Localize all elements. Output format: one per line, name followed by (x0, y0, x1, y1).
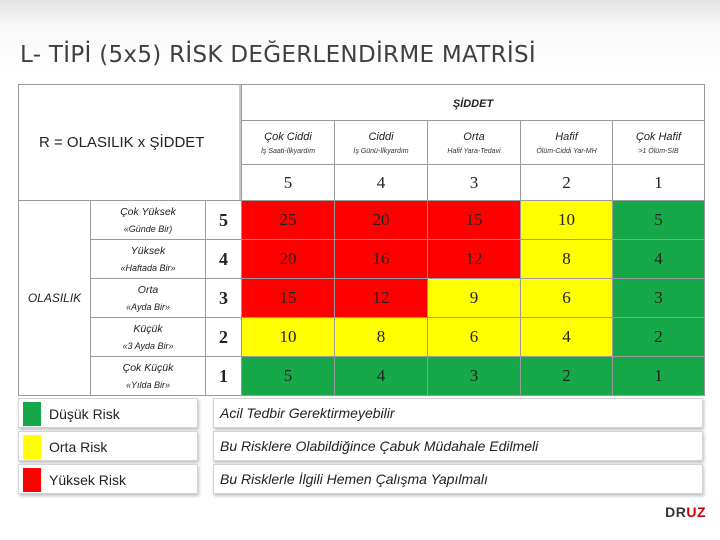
risk-cell (242, 201, 335, 240)
risk-value: 8 (376, 327, 386, 346)
severity-name: Çok Hafif (635, 130, 682, 143)
risk-value: 4 (654, 249, 663, 268)
risk-value: 10 (558, 210, 575, 229)
risk-cell (521, 318, 613, 357)
risk-cell (428, 357, 521, 396)
risk-value: 5 (654, 210, 663, 229)
risk-cell (521, 240, 613, 279)
probability-name: Yüksek (130, 245, 166, 257)
severity-name: Hafif (555, 130, 578, 143)
severity-column-header (613, 121, 705, 165)
risk-cell (335, 240, 428, 279)
severity-desc: Hafif Yara-Tedavi (447, 147, 501, 155)
severity-value: 1 (654, 172, 663, 192)
matrix-row (19, 279, 705, 318)
risk-value: 6 (469, 327, 479, 346)
probability-label-cell (91, 279, 206, 318)
risk-value: 1 (654, 366, 663, 385)
risk-value: 3 (469, 366, 479, 385)
severity-value: 5 (283, 172, 293, 192)
risk-cell (613, 279, 705, 318)
probability-desc: «3 Ayda Bir» (122, 341, 174, 351)
severity-column-header (335, 121, 428, 165)
risk-cell (335, 318, 428, 357)
severity-name: Ciddi (368, 130, 394, 143)
severity-header-cell (242, 85, 705, 121)
risk-matrix (18, 84, 705, 396)
matrix-row (19, 201, 705, 240)
risk-value: 8 (562, 249, 571, 268)
risk-cell (242, 318, 335, 357)
risk-value: 9 (469, 288, 479, 307)
risk-value: 15 (465, 210, 483, 229)
legend-label: Yüksek Risk (49, 472, 127, 488)
risk-value: 4 (562, 327, 571, 346)
probability-value-cell (206, 357, 242, 396)
formula-text: R = OLASILIK x ŞİDDET (39, 134, 205, 151)
druz-logo (665, 504, 706, 520)
risk-cell (613, 240, 705, 279)
risk-value: 6 (562, 288, 571, 307)
legend-label-box (18, 431, 198, 461)
probability-desc: «Ayda Bir» (126, 302, 170, 312)
severity-value-cell (613, 165, 705, 201)
matrix-row (19, 357, 705, 396)
probability-desc: «Günde Bir) (123, 224, 173, 234)
legend-description-box (213, 464, 703, 494)
probability-name: Orta (137, 284, 159, 296)
severity-value-cell (521, 165, 613, 201)
legend-label: Orta Risk (49, 439, 108, 455)
risk-cell (521, 279, 613, 318)
risk-value: 3 (654, 288, 663, 307)
severity-header: ŞİDDET (452, 97, 494, 110)
probability-value-cell (206, 240, 242, 279)
probability-value: 1 (219, 365, 228, 386)
risk-value: 12 (372, 288, 390, 307)
risk-value: 15 (279, 288, 297, 307)
severity-value-cell (428, 165, 521, 201)
legend-swatch (23, 435, 41, 459)
legend-description: Bu Risklerle İlgili Hemen Çalışma Yapılmalı (220, 471, 488, 487)
matrix-row (19, 318, 705, 357)
probability-value-cell (206, 201, 242, 240)
probability-value: 4 (219, 248, 228, 269)
risk-value: 12 (465, 249, 483, 268)
legend-description-box (213, 431, 703, 461)
legend-label-box (18, 464, 198, 494)
severity-value: 4 (376, 172, 386, 192)
severity-column-header (428, 121, 521, 165)
risk-value: 20 (279, 249, 297, 268)
legend-description: Acil Tedbir Gerektirmeyebilir (220, 405, 395, 421)
probability-label-cell (91, 318, 206, 357)
legend-label-box (18, 398, 198, 428)
legend-label: Düşük Risk (49, 406, 120, 422)
risk-cell (521, 357, 613, 396)
legend-swatch (23, 468, 41, 492)
risk-cell (242, 357, 335, 396)
formula-cell (19, 85, 242, 201)
probability-name: Çok Yüksek (120, 206, 176, 218)
risk-cell (613, 201, 705, 240)
risk-value: 10 (279, 327, 297, 346)
risk-value: 16 (372, 249, 390, 268)
risk-value: 2 (654, 327, 663, 346)
risk-value: 5 (283, 366, 293, 385)
logo-part-2: UZ (686, 504, 706, 520)
probability-name: Çok Küçük (122, 362, 174, 374)
risk-cell (428, 240, 521, 279)
severity-desc: İş Günü-İlkyardım (353, 147, 409, 155)
probability-label-cell (91, 201, 206, 240)
risk-value: 25 (279, 210, 297, 229)
severity-value-cell (242, 165, 335, 201)
risk-cell (613, 318, 705, 357)
severity-desc: İş Saati-İlkyardım (260, 147, 316, 155)
severity-value: 3 (469, 172, 479, 192)
probability-value: 5 (219, 209, 228, 230)
probability-desc: «Yılda Bir» (125, 380, 171, 390)
risk-cell (335, 201, 428, 240)
risk-cell (428, 279, 521, 318)
probability-label-cell (91, 240, 206, 279)
probability-value-cell (206, 279, 242, 318)
probability-label-cell (91, 357, 206, 396)
risk-value: 2 (562, 366, 571, 385)
probability-value-cell (206, 318, 242, 357)
legend-description-box (213, 398, 703, 428)
risk-cell (242, 240, 335, 279)
probability-header-cell (19, 201, 91, 396)
risk-cell (428, 318, 521, 357)
legend-swatch (23, 402, 41, 426)
probability-header: OLASILIK (27, 291, 82, 305)
severity-desc: Ölüm-Ciddi Yar-MH (536, 147, 597, 155)
risk-value: 4 (376, 366, 386, 385)
risk-cell (613, 357, 705, 396)
probability-name: Küçük (133, 323, 163, 335)
severity-column-header (521, 121, 613, 165)
risk-value: 20 (372, 210, 390, 229)
severity-value: 2 (562, 172, 571, 192)
probability-desc: «Haftada Bir» (120, 263, 176, 273)
severity-desc: >1 Ölüm-SIB (638, 147, 679, 155)
header-band (0, 0, 720, 24)
severity-column-header (242, 121, 335, 165)
risk-cell (521, 201, 613, 240)
page-title: L- TİPİ (5x5) RİSK DEĞERLENDİRME MATRİSİ (20, 42, 536, 68)
severity-name: Çok Ciddi (264, 130, 312, 143)
risk-cell (242, 279, 335, 318)
probability-value: 2 (219, 326, 228, 347)
risk-cell (335, 279, 428, 318)
risk-cell (428, 201, 521, 240)
severity-name: Orta (463, 130, 485, 143)
severity-value-cell (335, 165, 428, 201)
matrix-row (19, 240, 705, 279)
probability-value: 3 (219, 287, 228, 308)
legend-description: Bu Risklere Olabildiğince Çabuk Müdahale Edilmeli (220, 438, 539, 454)
risk-cell (335, 357, 428, 396)
logo-part-1: DR (665, 504, 687, 520)
